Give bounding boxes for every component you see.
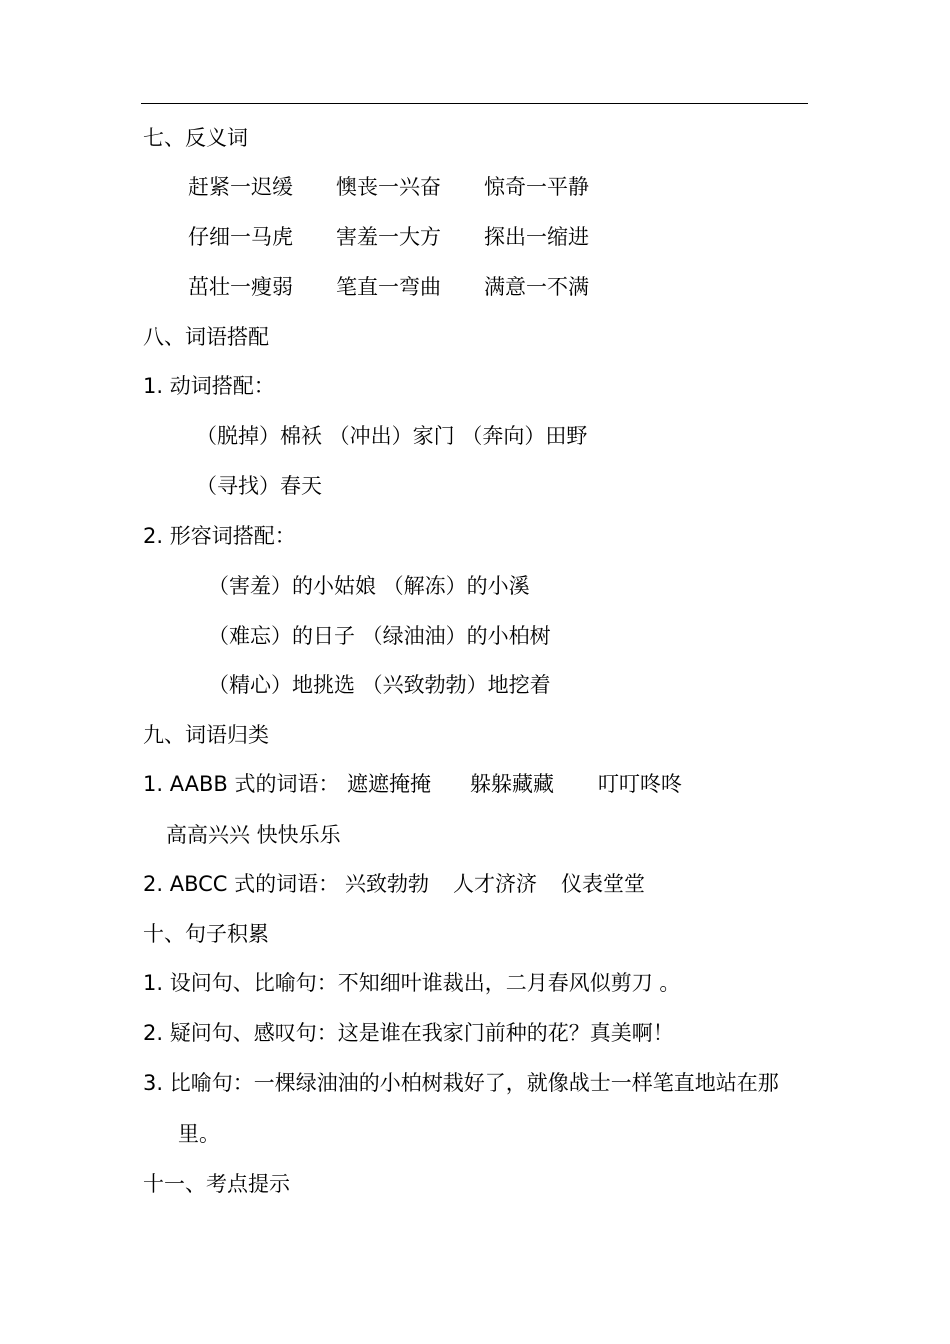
sentence-line-continued: 里。 [178,1122,220,1146]
section-7-heading: 七、反义词 [143,126,248,150]
abcc-word: 人才济济 [453,872,537,896]
aabb-word: 叮叮咚咚 [598,772,682,796]
aabb-word: 遮遮掩掩 [347,772,431,796]
verb-collocation-line: （寻找）春天 [196,474,322,498]
aabb-word: 躲躲藏藏 [470,772,554,796]
section-11-heading: 十一、考点提示 [143,1172,290,1196]
aabb-words-continued: 高高兴兴 快快乐乐 [166,823,341,847]
aabb-label: 1. AABB 式的词语： [143,772,340,796]
section-9-heading: 九、词语归类 [143,723,269,747]
antonym-pair: 赶紧一迟缓 [188,175,293,199]
antonym-pair: 仔细一马虎 [188,225,293,249]
adjective-collocation-line: （精心）地挑选 （兴致勃勃）地挖着 [208,673,551,697]
antonym-pair: 满意一不满 [484,275,589,299]
section-8-heading: 八、词语搭配 [143,325,269,349]
sentence-line: 2. 疑问句、感叹句：这是谁在我家门前种的花？真美啊！ [143,1021,674,1045]
abcc-label: 2. ABCC 式的词语： [143,872,340,896]
verb-collocation-label: 1. 动词搭配： [143,374,275,398]
abcc-word: 兴致勃勃 [345,872,429,896]
antonym-pair: 害羞一大方 [336,225,441,249]
sentence-line: 3. 比喻句：一棵绿油油的小柏树栽好了，就像战士一样笔直地站在那 [143,1071,779,1095]
antonym-pair: 笔直一弯曲 [336,275,441,299]
adjective-collocation-label: 2. 形容词搭配： [143,524,296,548]
adjective-collocation-line: （难忘）的日子 （绿油油）的小柏树 [208,624,551,648]
section-10-heading: 十、句子积累 [143,922,269,946]
header-rule [141,103,808,104]
antonym-pair: 惊奇一平静 [484,175,589,199]
adjective-collocation-line: （害羞）的小姑娘 （解冻）的小溪 [208,574,530,598]
sentence-line: 1. 设问句、比喻句：不知细叶谁裁出，二月春风似剪刀 。 [143,971,681,995]
abcc-word: 仪表堂堂 [561,872,645,896]
antonym-pair: 懊丧一兴奋 [336,175,441,199]
antonym-pair: 探出一缩进 [484,225,589,249]
verb-collocation-line: （脱掉）棉袄 （冲出）家门 （奔向）田野 [196,424,588,448]
antonym-pair: 茁壮一瘦弱 [188,275,293,299]
